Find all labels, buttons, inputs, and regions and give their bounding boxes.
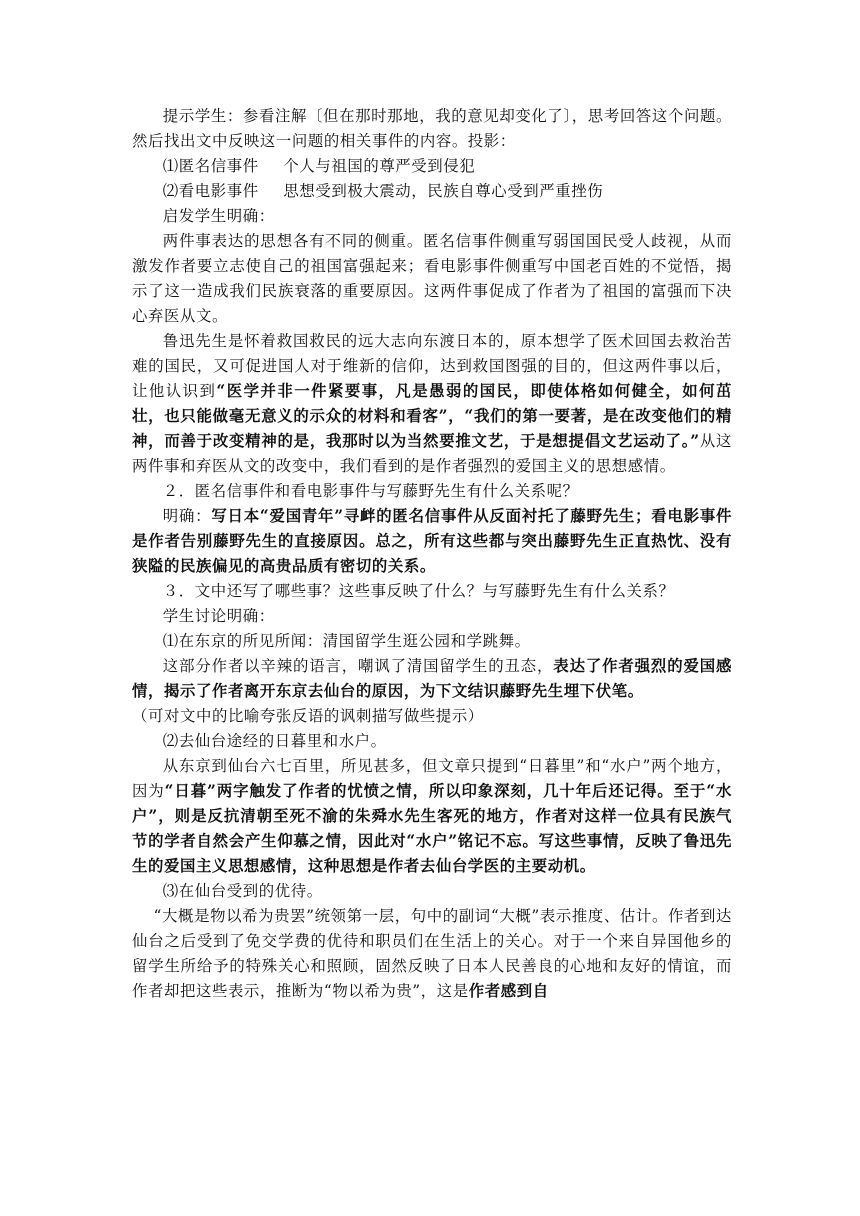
answer-bold: 写日本“爱国青年”寻衅的匿名信事件从反面衬托了藤野先生；看电影事件是作者告别藤野先生的直接原因。总之，所有这些都与突出藤野先生正直热忱、没有狭隘的民族偏见的高贵品质有密切的关系。 — [132, 507, 732, 575]
projection-item-2 — [132, 179, 732, 204]
answer-2 — [132, 504, 732, 579]
discussion-text: 学生讨论明确： — [162, 607, 275, 625]
event-1-note — [132, 704, 732, 729]
question-text: ３．文中还写了哪些事？这些事反映了什么？与写藤野先生有什么关系？ — [162, 582, 675, 600]
projection-item-1 — [132, 154, 732, 179]
event-1-heading — [132, 629, 732, 654]
event-1-text — [132, 654, 732, 704]
event-heading: ⑶在仙台受到的优待。 — [162, 882, 323, 900]
document-body — [132, 104, 732, 1004]
event-text: “大概是物以希为贵罢”统领第一层，句中的副词“大概”表示推度、估计。作者到达仙台之后受到了免交学费的优待和职员们在生活上的关心。对于一个来自异国他乡的留学生所给予的特殊关心和照顾，固然反映了日本人民善良的心地和友好的情谊，而作者却把这些表示，推断为“物以希为贵”，这是 — [132, 907, 732, 1000]
question-3 — [132, 579, 732, 604]
hint-text: 提示学生：参看注解〔但在那时那地，我的意见却变化了〕，思考回答这个问题。然后找出文中反映这一问题的相关事件的内容。投影： — [132, 107, 732, 150]
question-2 — [132, 479, 732, 504]
two-events-text: 两件事表达的思想各有不同的侧重。匿名信事件侧重写弱国国民受人歧视，从而激发作者要立志使自己的祖国富强起来；看电影事件侧重写中国老百姓的不觉悟，揭示了这一造成我们民族衰落的重要原因。这两件事促成了作者为了祖国的富强而下决心弃医从文。 — [132, 232, 732, 325]
paragraph-luxun — [132, 329, 732, 479]
event-heading: ⑵去仙台途经的日暮里和水户。 — [162, 732, 387, 750]
guide-text: 启发学生明确： — [162, 207, 275, 225]
paragraph-hint — [132, 104, 732, 154]
paragraph-guide — [132, 204, 732, 229]
item-text: 思想受到极大震动，民族自尊心受到严重挫伤 — [283, 182, 604, 200]
event-text: 从东京到仙台六七百里，所见甚多，但文章只提到“日暮里”和“水户”两个地方，因为 — [132, 757, 732, 800]
event-bold: “日暮”两字触发了作者的忧愤之情，所以印象深刻，几十年后还记得。至于“水户”，则是反抗清朝至死不渝的朱舜水先生客死的地方，作者对这样一位具有民族气节的学者自然会产生仰慕之情，因此对“水户”铭记不忘。写这些事情，反映了鲁迅先生的爱国主义思想感情，这种思想是作者去仙台学医的主要动机。 — [132, 782, 732, 875]
item-label: ⑴匿名信事件 — [162, 157, 259, 175]
event-2-heading — [132, 729, 732, 754]
luxun-conclusion: 从这两件事和弃医从文的改变中，我们看到的是作者强烈的爱国主义的思想感情。 — [132, 432, 732, 475]
event-3-heading — [132, 879, 732, 904]
question-3-sub — [132, 604, 732, 629]
item-text: 个人与祖国的尊严受到侵犯 — [283, 157, 476, 175]
event-text: 这部分作者以辛辣的语言，嘲讽了清国留学生的丑态， — [162, 657, 554, 675]
event-3-text — [132, 904, 732, 1004]
answer-lead: 明确： — [162, 507, 212, 525]
luxun-quote: “医学并非一件紧要事，凡是愚弱的国民，即使体格如何健全，如何茁壮，也只能做毫无意义的示众的材料和看客”，“我们的第一要著，是在改变他们的精神，而善于改变精神的是，我那时以为当然要推文艺，于是想提倡文艺运动了。” — [132, 382, 732, 450]
note-text: （可对文中的比喻夸张反语的讽刺描写做些提示） — [132, 707, 484, 725]
paragraph-two-events — [132, 229, 732, 329]
event-heading: ⑴在东京的所见所闻：清国留学生逛公园和学跳舞。 — [162, 632, 531, 650]
luxun-text: 鲁迅先生是怀着救国救民的远大志向东渡日本的，原本想学了医术回国去救治苦难的国民，又可促进国人对于维新的信仰，达到救国图强的目的，但这两件事以后，让他认识到 — [132, 332, 732, 400]
question-text: ２．匿名信事件和看电影事件与写藤野先生有什么关系呢？ — [162, 482, 579, 500]
item-label: ⑵看电影事件 — [162, 182, 259, 200]
event-2-text — [132, 754, 732, 879]
event-bold: 表达了作者强烈的爱国感情，揭示了作者离开东京去仙台的原因，为下文结识藤野先生埋下伏笔。 — [132, 657, 732, 700]
event-bold: 作者感到自 — [468, 982, 549, 1000]
